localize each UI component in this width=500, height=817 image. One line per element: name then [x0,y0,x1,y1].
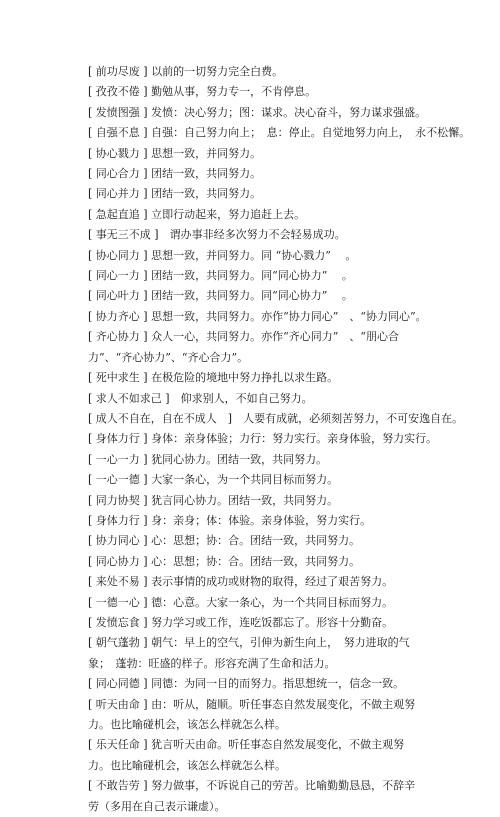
idiom-definition: 团结一致，共同努力。同“同心协力” 。 [147,269,353,283]
idiom-definition: 身体：亲身体验；力行：努力实行。亲身体验，努力实行。 [147,432,438,446]
idiom-entry [88,491,418,511]
idiom-entry [88,266,418,286]
idiom-entry [88,674,418,694]
idiom-entry [88,409,464,429]
idiom-entry [88,368,418,388]
idiom-definition: 发愤：决心努力；图：谋求。决心奋斗，努力谋求强盛。 [147,105,427,119]
idiom-definition: 同德：为同一目的而努力。指思想统一，信念一致。 [147,677,405,691]
idiom-definition: 团结一致，共同努力。同“同心协力” 。 [147,289,353,303]
idiom-term: [ 前功尽废 ] [88,65,148,78]
idiom-term: [ 事无三不成 ] [88,228,159,242]
idiom-entry [88,552,418,572]
idiom-term: [ 听天由命 ] [88,697,148,711]
idiom-definition: 立即行动起来，努力追赶上去。 [147,207,306,221]
idiom-entry [88,327,418,368]
idiom-entry [88,164,418,184]
idiom-entry [88,62,418,82]
idiom-entry [88,184,418,204]
idiom-term: [ 不敢告劳 ] [88,779,148,793]
idiom-definition: 心：思想；协：合。团结一致，共同努力。 [147,554,361,568]
idiom-definition: 德：心意。大家一条心，为一个共同目标而努力。 [147,595,394,609]
idiom-definition: 努力学习或工作，连吃饭都忘了。形容十分勤奋。 [147,615,394,629]
idiom-term: [ 同心合力 ] [88,167,148,181]
idiom-term: [ 身体力行 ] [88,432,148,446]
idiom-definition: 身：亲身；体：体验。亲身体验，努力实行。 [147,513,372,527]
idiom-term: [ 同心一力 ] [88,269,148,283]
idiom-term: [ 协心同力 ] [88,248,148,262]
idiom-entry [88,572,418,592]
idiom-term: [ 发愤图强 ] [88,105,148,119]
idiom-term: [ 同心协力 ] [88,554,148,568]
idiom-entry [88,695,418,736]
idiom-definition: 团结一致，共同努力。 [147,187,262,201]
idiom-definition: 大家一条心，为一个共同目标而努力。 [147,473,339,487]
idiom-term: [ 协力齐心 ] [88,309,148,323]
idiom-definition: 犹言听天由命。听任事态自然发展变化，不做主观努力。也比喻碰机会，该怎么样就怎么样。 [88,738,405,772]
idiom-term: [ 协心戮力 ] [88,146,148,160]
idiom-entry [88,286,418,306]
idiom-entry [88,511,418,531]
idiom-entry [88,225,418,245]
idiom-entry [88,307,427,327]
idiom-definition: 思想一致，并同努力。 [147,146,262,160]
idiom-term: [ 乐天任命 ] [88,738,148,752]
idiom-entry [88,470,418,490]
idiom-term: [ 来处不易 ] [88,575,148,589]
idiom-term: [ 朝气蓬勃 ] [88,636,148,650]
idiom-term: [ 发愤忘食 ] [88,615,148,629]
idiom-term: [ 死中求生 ] [88,371,148,385]
idiom-definition: 努力做事，不诉说自己的劳苦。比喻勤勤恳恳，不辞辛劳（多用在自己表示谦虚）。 [88,779,416,813]
idiom-definition: 自强：自己努力向上； 息：停止。自觉地努力向上， 永不松懈。 [147,126,471,140]
idiom-entry [88,389,418,409]
idiom-term: [ 协力同心 ] [88,534,148,548]
idiom-definition: 朝气：早上的空气，引伸为新生向上， 努力进取的气象； 蓬勃：旺盛的样子。形容充满了生命和活力。 [88,636,410,670]
idiom-term: [ 同力协契 ] [88,493,148,507]
idiom-definition: 众人一心，共同努力。亦作“齐心同力” 、“朋心合力”、“齐心协力”、“齐心合力”。 [88,330,399,364]
idiom-definition: 人要有成就，必须刻苦努力，不可安逸自在。 [232,411,464,425]
idiom-term: [ 身体力行 ] [88,513,148,527]
idiom-entry [88,613,418,633]
idiom-definition: 由：听从，随顺。听任事态自然发展变化，不做主观努力。也比喻碰机会，该怎么样就怎么样。 [88,697,416,731]
idiom-term: [ 一心一力 ] [88,452,148,466]
idiom-term: [ 齐心协力 ] [88,330,148,344]
idiom-entry [88,144,418,164]
idiom-term: [ 同心并力 ] [88,187,148,201]
idiom-definition: 在极危险的境地中努力挣扎以求生路。 [147,371,339,385]
idiom-term: [ 成人不自在，自在不成人 ] [88,411,233,425]
idiom-definition: 仰求别人，不如自己努力。 [169,391,313,405]
idiom-term: [ 求人不如求己 ] [88,391,170,405]
idiom-definition: 思想一致，共同努力。亦作“协力同心” 、“协力同心”。 [147,309,427,323]
idiom-term: [ 一德一心 ] [88,595,148,609]
idiom-entry [88,103,427,123]
idiom-entry [88,246,418,266]
idiom-term: [ 同心同德 ] [88,677,148,691]
idiom-entry [88,593,418,613]
idiom-entry [88,123,471,143]
idiom-entry [88,776,418,817]
idiom-entry [88,429,438,449]
idiom-definition: 勤勉从事，努力专一，不肯停息。 [147,85,317,99]
idiom-definition: 心：思想；协：合。团结一致，共同努力。 [147,534,361,548]
idiom-entry [88,205,418,225]
idiom-definition: 表示事情的成功或财物的取得，经过了艰苦努力。 [147,575,394,589]
idiom-entry [88,82,418,102]
idiom-entry [88,531,418,551]
idiom-definition: 谓办事非经多次努力不会轻易成功。 [158,228,346,242]
idiom-definition: 以前的一切努力完全白费。 [147,65,284,78]
idiom-definition: 思想一致，并同努力。同 “协心戮力” 。 [147,248,357,262]
idiom-term: [ 一心一德 ] [88,473,148,487]
idiom-definition: 团结一致，共同努力。 [147,167,262,181]
idiom-entry [88,633,418,674]
idiom-definition: 犹言同心协力。团结一致，共同努力。 [147,493,339,507]
idiom-definition: 犹同心协力。团结一致，共同努力。 [147,452,328,466]
idiom-term: [ 孜孜不倦 ] [88,85,148,99]
idiom-entry [88,450,418,470]
idiom-list [88,62,471,817]
idiom-term: [ 同心叶力 ] [88,289,148,303]
idiom-entry [88,735,418,776]
idiom-term: [ 急起直追 ] [88,207,148,221]
idiom-term: [ 自强不息 ] [88,126,148,140]
